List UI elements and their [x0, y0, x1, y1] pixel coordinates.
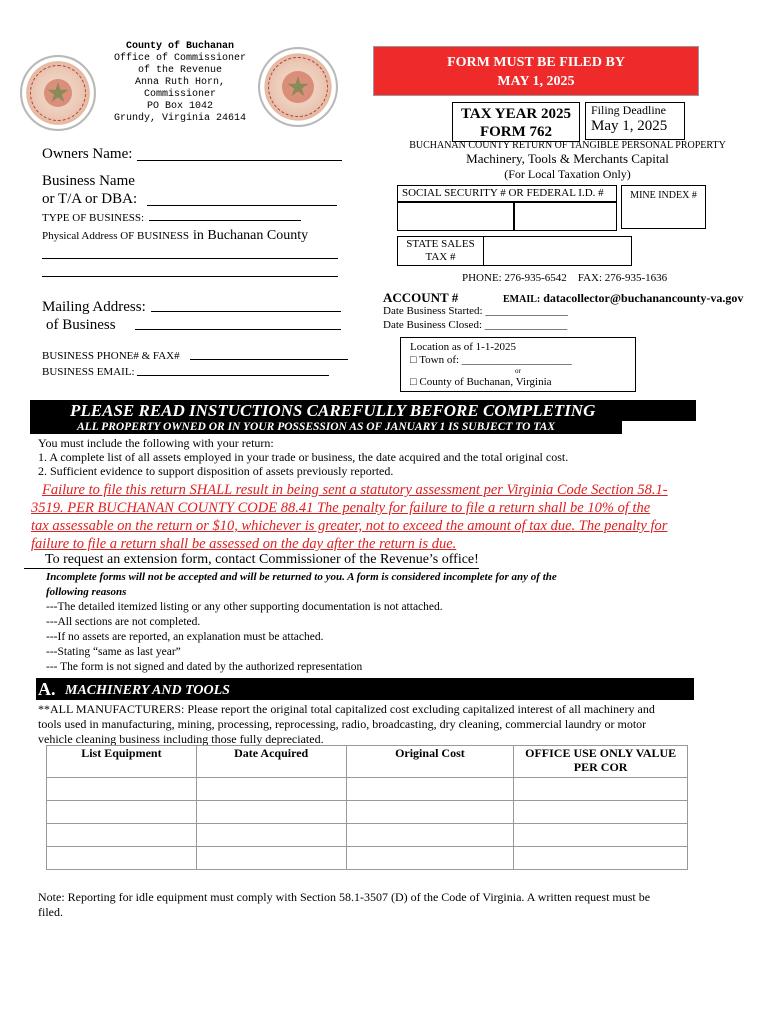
business-name-label: Business Name or T/A or DBA: [42, 173, 138, 207]
physical-address-label: Physical Address OF BUSINESS in Buchanan County [42, 228, 309, 243]
date-business-closed[interactable]: Date Business Closed: _______________ [383, 319, 568, 331]
location-box: Location as of 1-1-2025 □ Town of: ____________________ or □ County of Buchanan, Virginia [400, 337, 636, 392]
instructions-sub-banner: ALL PROPERTY OWNED OR IN YOUR POSSESSION AS OF JANUARY 1 IS SUBJECT TO TAX [30, 421, 622, 434]
table-row [47, 847, 688, 870]
business-email-label: BUSINESS EMAIL: [42, 366, 135, 378]
physical-address-line-2[interactable] [42, 262, 338, 277]
business-phone-fax-field[interactable] [190, 345, 348, 360]
incomplete-reasons-list: ---The detailed itemized listing or any other supporting documentation is not attached. ---All sections are not completed. ---If no assets are reported, an explanation must be attached. ---Stating “same as last year” --- The form is not signed and dated by the authorized representation [46, 601, 443, 673]
filing-deadline-box: Filing Deadline May 1, 2025 [585, 102, 685, 140]
mailing-address-label: Mailing Address: of Business [42, 299, 146, 333]
table-row [47, 824, 688, 847]
table-header-row [47, 746, 688, 778]
account-number-label: ACCOUNT # [383, 290, 459, 305]
section-a-description: **ALL MANUFACTURERS: Please report the original total capitalized cost excluding capitalized interest of all machinery and tools used in manufacturing, mining, processing, reprocessing, radio, broadcasting, dry cleaning, commercial laundry or motor vehicle cleaning business including those fully depreciated. [38, 702, 655, 746]
column-header: OFFICE USE ONLY VALUE PER COR [514, 746, 688, 778]
business-phone-fax-label: BUSINESS PHONE# & FAX# [42, 350, 180, 362]
business-email-field[interactable] [137, 362, 329, 376]
type-of-business-field[interactable] [149, 206, 301, 221]
instructions-banner: PLEASE READ INSTUCTIONS CAREFULLY BEFORE COMPLETING [30, 400, 696, 421]
office-address: County of Buchanan Office of Commissioner of the Revenue Anna Ruth Horn, Commissioner PO Box 1042 Grundy, Virginia 24614 [113, 41, 247, 124]
mailing-address-field-1[interactable] [151, 297, 341, 312]
penalty-notice: Failure to file this return SHALL result in being sent a statutory assessment per Virginia Code Section 58.1- 3519. PER BUCHANAN COUNTY CODE 88.41 The penalty for failure to file a return shall be 10% of the tax assessable on the return or $10, whichever is greater, not to exceed the amount of tax due. The penalty for failure to file a return shall be assessed on the day after the return is due. [31, 482, 668, 552]
column-header: List Equipment [47, 746, 197, 778]
type-of-business-label: TYPE OF BUSINESS: [42, 212, 145, 224]
county-phone-fax: PHONE: 276-935-6542 FAX: 276-935-1636 [462, 272, 668, 284]
equipment-table [46, 745, 688, 870]
ssn-field-left[interactable] [397, 202, 514, 231]
business-name-field[interactable] [147, 189, 337, 206]
mine-index-box[interactable]: MINE INDEX # [621, 185, 706, 229]
mailing-address-field-2[interactable] [135, 315, 341, 330]
filing-deadline-banner: FORM MUST BE FILED BY MAY 1, 2025 [373, 46, 699, 96]
virginia-seal [20, 55, 96, 131]
ssn-fein-box[interactable]: SOCIAL SECURITY # OR FEDERAL I.D. # [397, 185, 617, 202]
section-a-banner: A. MACHINERY AND TOOLS [36, 678, 694, 700]
tax-year-box: TAX YEAR 2025 FORM 762 [452, 102, 580, 142]
column-header: Date Acquired [196, 746, 346, 778]
incomplete-forms-notice: Incomplete forms will not be accepted and will be returned to you. A form is considered incomplete for any of the following reasons [46, 571, 557, 598]
ssn-field-right[interactable] [514, 202, 617, 231]
table-row [47, 778, 688, 801]
county-email: EMAIL: datacollector@buchanancounty-va.gov [503, 291, 744, 305]
table-row [47, 801, 688, 824]
extension-notice: To request an extension form, contact Commissioner of the Revenue’s office! [24, 552, 479, 569]
county-checkbox[interactable]: □ County of Buchanan, Virginia [410, 376, 552, 388]
town-checkbox[interactable]: □ Town of: ____________________ [410, 354, 572, 366]
form-heading: BUCHANAN COUNTY RETURN OF TANGIBLE PERSONAL PROPERTY Machinery, Tools & Merchants Capital (For Local Taxation Only) [409, 140, 726, 181]
owners-name-label: Owners Name: [42, 146, 133, 162]
instructions-list: You must include the following with your return: 1. A complete list of all assets employed in your trade or business, the date acquired and the total original cost. 2. Sufficient evidence to support disposition of assets previously reported. [38, 436, 569, 478]
date-business-started[interactable]: Date Business Started: _______________ [383, 305, 568, 317]
idle-equipment-note: Note: Reporting for idle equipment must comply with Section 58.1-3507 (D) of the Code of Virginia. A written request must be filed. [38, 890, 651, 919]
state-sales-tax-box[interactable]: STATE SALES TAX # [397, 236, 632, 266]
buchanan-county-seal [258, 47, 338, 127]
physical-address-line-1[interactable] [42, 244, 338, 259]
column-header: Original Cost [346, 746, 514, 778]
owners-name-field[interactable] [137, 144, 342, 161]
